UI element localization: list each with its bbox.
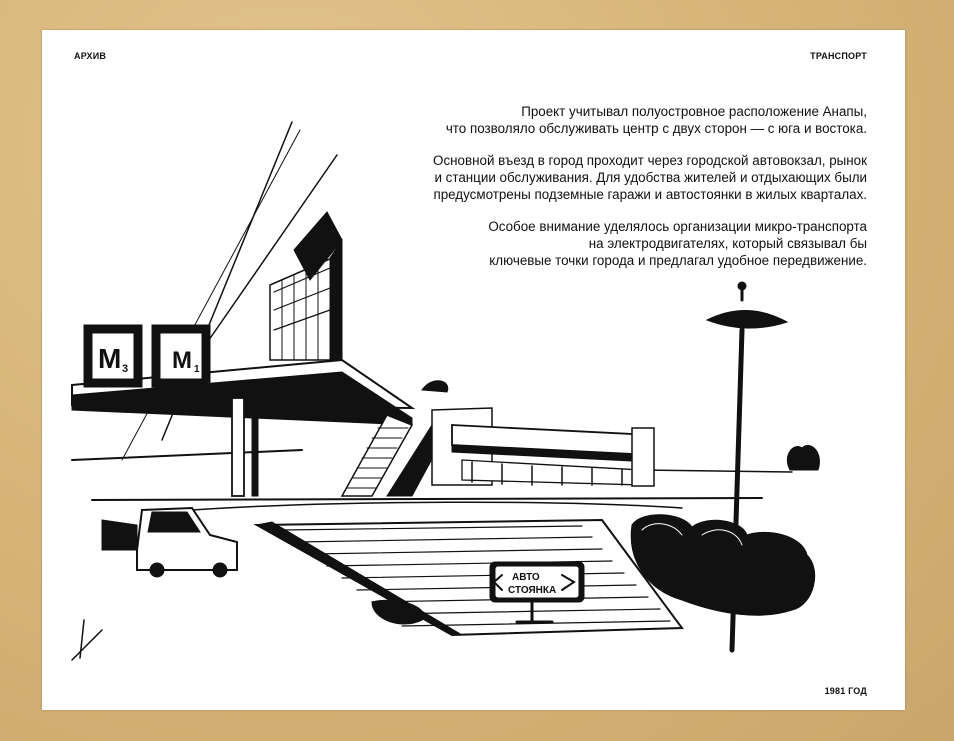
bus-station-building — [432, 408, 654, 486]
paragraph-location: Проект учитывал полуостровное расположение Анапы, что позволяло обслуживать центр с двух сторон — с юга и востока. — [445, 104, 867, 136]
category-label: ТРАНСПОРТ — [810, 51, 867, 61]
parking-lot — [257, 520, 682, 635]
tower-structure — [270, 212, 342, 360]
paragraph-entry: Основной въезд в город проходит через городской автовокзал, рынок и станции обслуживания. Для удобства жителей и отдыхающих были предусмотрены подземные гаражи и автостоянки в жилых кварталах. — [433, 153, 867, 202]
car — [102, 508, 237, 577]
archive-label: АРХИВ — [74, 51, 107, 61]
description-text — [347, 103, 867, 284]
metro-sign-right-letter: М — [172, 347, 192, 374]
year-label: 1981 ГОД — [824, 686, 867, 696]
archive-sheet — [42, 30, 905, 710]
parking-sign-line1: АВТО — [512, 572, 540, 583]
metro-sign-left-number: 3 — [122, 363, 129, 375]
metro-sign-left-letter: М — [98, 343, 122, 374]
parking-sign-line2: СТОЯНКА — [508, 585, 557, 596]
metro-sign-right-number: 1 — [194, 364, 200, 375]
paragraph-micro-transport: Особое внимание уделялось организации микро-транспорта на электродвигателях, который связывал бы ключевые точки города и предлагал удобное передвижение. — [488, 219, 867, 268]
